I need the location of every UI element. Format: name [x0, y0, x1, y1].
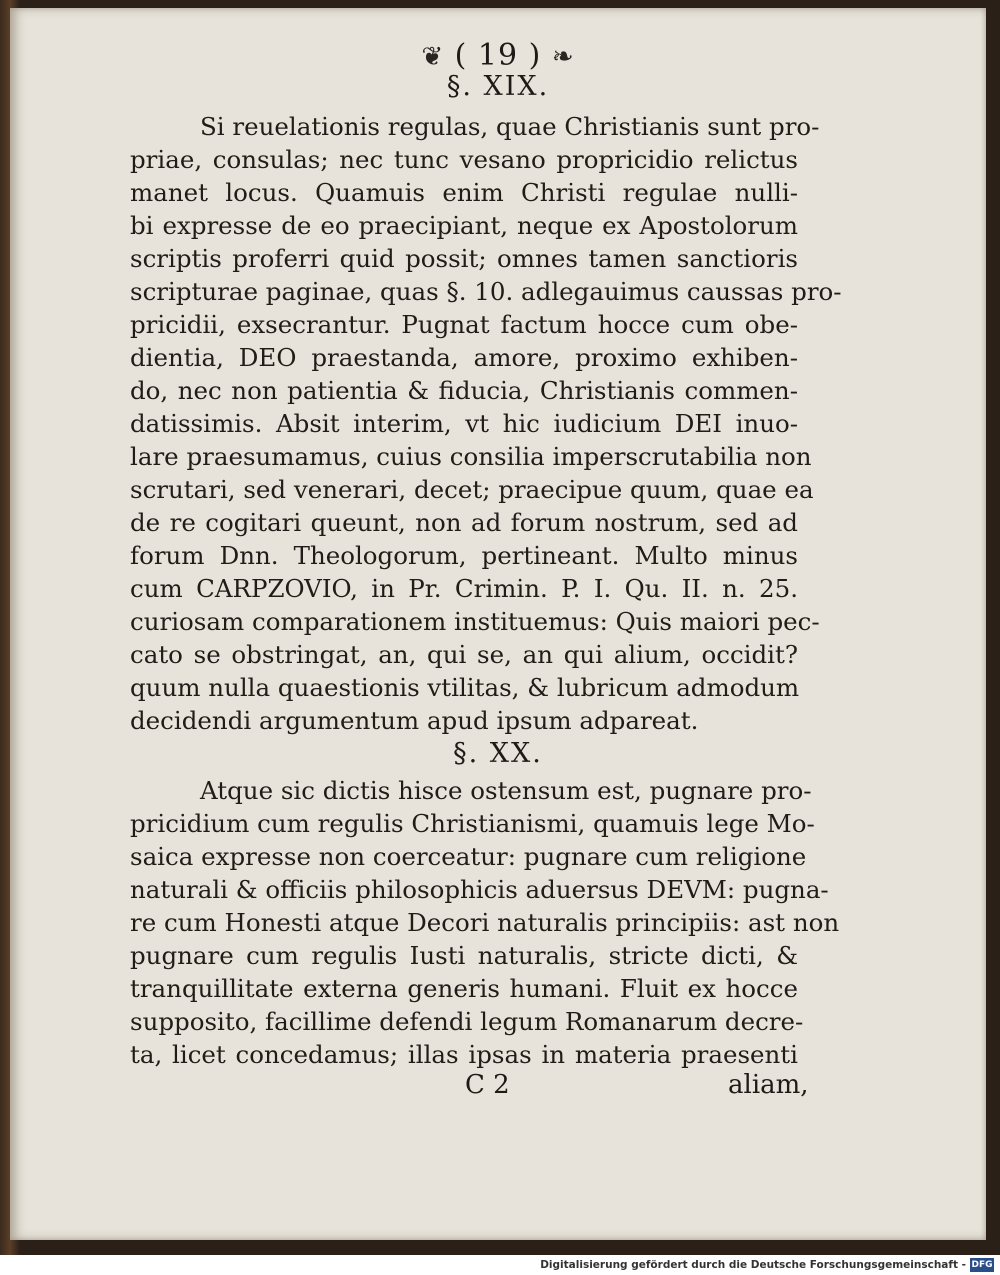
text-line: Atque sic dictis hisce ostensum est, pugnare pro- [200, 776, 812, 805]
dfg-credit-text: Digitalisierung gefördert durch die Deutsche Forschungsgemeinschaft - [540, 1259, 966, 1271]
text-line: de re cogitari queunt, non ad forum nostrum, sed ad [130, 508, 798, 537]
text-line: datissimis. Absit interim, vt hic iudicium DEI inuo- [130, 409, 798, 438]
text-line: lare praesumamus, cuius consilia imperscrutabilia non [130, 442, 812, 471]
catchword: aliam, [728, 1070, 809, 1100]
text-line: pugnare cum regulis Iusti naturalis, stricte dicti, & [130, 941, 798, 970]
text-line: scrutari, sed venerari, decet; praecipue quum, quae ea [130, 475, 814, 504]
text-line: scriptis proferri quid possit; omnes tamen sanctioris [130, 244, 798, 273]
ornament-right-icon: ❧ [551, 42, 575, 72]
section-title-xx: §. XX. [453, 738, 543, 769]
text-line: re cum Honesti atque Decori naturalis principiis: ast non [130, 908, 840, 937]
text-line: pricidium cum regulis Christianismi, quamuis lege Mo- [130, 809, 815, 838]
book-page [10, 8, 986, 1240]
page-number: ( 19 ) [454, 38, 542, 73]
text-line: bi expresse de eo praecipiant, neque ex Apostolorum [130, 211, 798, 240]
page-header [10, 38, 986, 73]
text-line: supposito, facillime defendi legum Romanarum decre- [130, 1007, 804, 1036]
text-line: manet locus. Quamuis enim Christi regulae nulli- [130, 178, 798, 207]
text-line: naturali & officiis philosophicis aduersus DEVM: pugna- [130, 875, 829, 904]
text-line: priae, consulas; nec tunc vesano propricidio relictus [130, 145, 798, 174]
text-line: decidendi argumentum apud ipsum adpareat. [130, 706, 699, 735]
text-line: saica expresse non coerceatur: pugnare cum religione [130, 842, 807, 871]
signature-mark: C 2 [465, 1070, 510, 1100]
text-line: do, nec non patientia & fiducia, Christianis commen- [130, 376, 798, 405]
text-line: pricidii, exsecrantur. Pugnat factum hocce cum obe- [130, 310, 798, 339]
text-line: forum Dnn. Theologorum, pertineant. Multo minus [130, 541, 798, 570]
text-line: curiosam comparationem instituemus: Quis maiori pec- [130, 607, 820, 636]
text-line: dientia, DEO praestanda, amore, proximo exhiben- [130, 343, 798, 372]
text-line: cato se obstringat, an, qui se, an qui alium, occidit? [130, 640, 798, 669]
text-line: quum nulla quaestionis vtilitas, & lubricum admodum [130, 673, 800, 702]
text-line: scripturae paginae, quas §. 10. adlegauimus caussas pro- [130, 277, 842, 306]
text-line: Si reuelationis regulas, quae Christianis sunt pro- [200, 112, 820, 141]
ornament-left-icon: ❦ [421, 42, 445, 72]
text-line: tranquillitate externa generis humani. Fluit ex hocce [130, 974, 798, 1003]
dfg-logo-icon: DFG [971, 1260, 993, 1270]
section-title-xix: §. XIX. [446, 71, 550, 102]
text-line: cum CARPZOVIO, in Pr. Crimin. P. I. Qu. II. n. 25. [130, 574, 798, 603]
text-line: ta, licet concedamus; illas ipsas in materia praesenti [130, 1040, 798, 1069]
